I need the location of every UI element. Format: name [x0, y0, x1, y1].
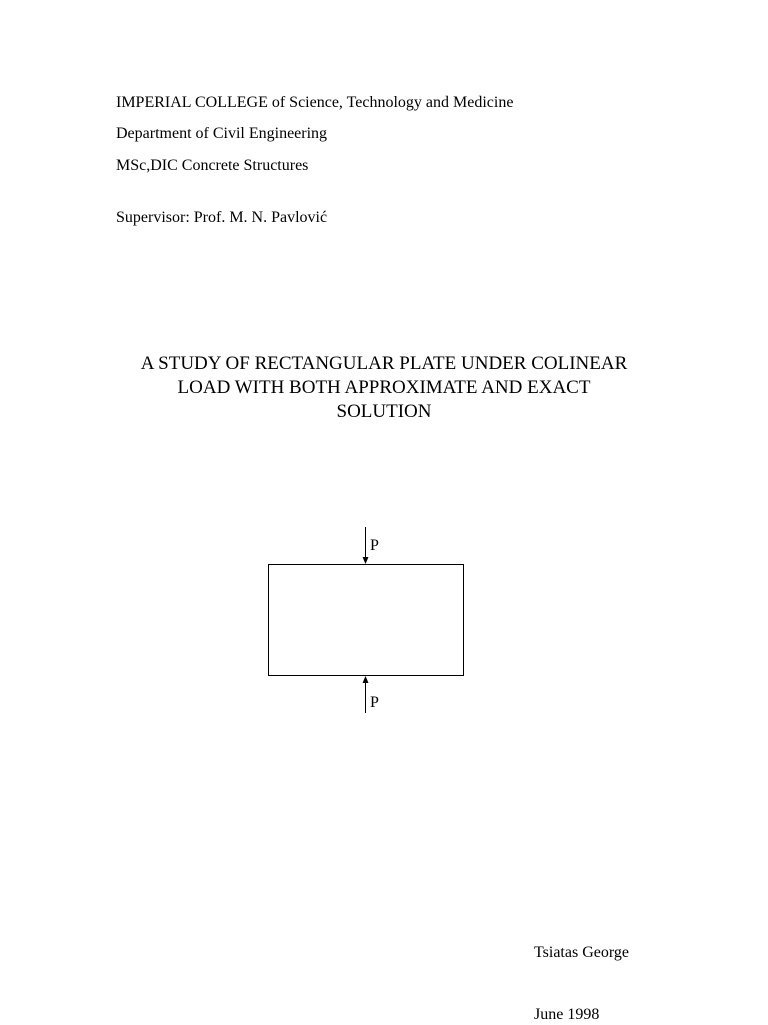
bottom-load-label: P [370, 694, 379, 711]
institution-name: IMPERIAL COLLEGE of Science, Technology and Medicine [116, 94, 514, 111]
department-name: Department of Civil Engineering [116, 125, 328, 142]
title-line-3: SOLUTION [336, 401, 432, 422]
top-load-arrow [363, 527, 369, 564]
title-line-1: A STUDY OF RECTANGULAR PLATE UNDER COLINEAR [140, 353, 628, 374]
course-name: MSc,DIC Concrete Structures [116, 157, 309, 174]
submission-date: June 1998 [534, 1006, 600, 1023]
supervisor-line: Supervisor: Prof. M. N. Pavlović [116, 209, 328, 226]
top-load-label: P [370, 537, 379, 554]
rectangular-plate [269, 565, 464, 676]
bottom-load-arrow [363, 676, 369, 713]
author-name: Tsiatas George [534, 944, 629, 961]
bottom-arrow-head [363, 676, 369, 683]
title-line-2: LOAD WITH BOTH APPROXIMATE AND EXACT [177, 377, 591, 398]
top-arrow-head [363, 557, 369, 564]
